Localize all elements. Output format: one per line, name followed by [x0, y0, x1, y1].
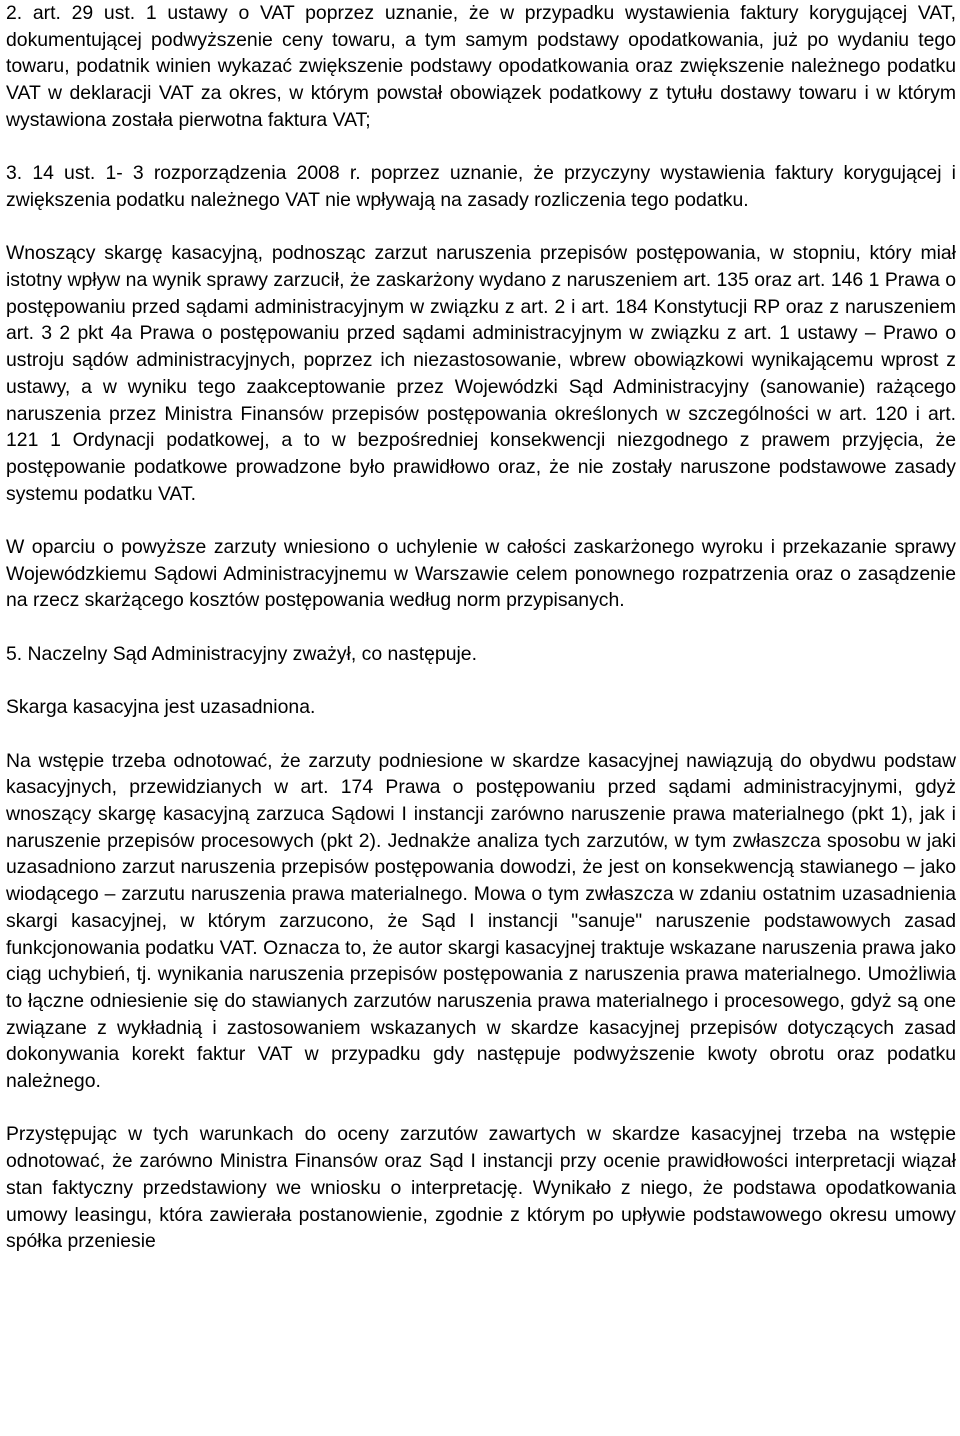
paragraph-analysis: Na wstępie trzeba odnotować, że zarzuty podniesione w skardze kasacyjnej nawiązują do obydwu podstaw kasacyjnych, przewidzianych w art. 174 Prawa o postępowaniu przed sądami administracyjnymi, gdyż wnoszący skargę kasacyjną zarzuca Sądowi I instancji zarówno naruszenie prawa materialnego (pkt 1), jak i naruszenie przepisów procesowych (pkt 2). Jednakże analiza tych zarzutów, w tym zwłaszcza sposobu w jaki uzasadniono zarzut naruszenia przepisów postępowania dowodzi, że jest on konsekwencją stawianego – jako wiodącego – zarzutu naruszenia prawa materialnego. Mowa o tym zwłaszcza w zdaniu ostatnim uzasadnienia skargi kasacyjnej, w którym zarzucono, że Sąd I instancji "sanuje" naruszenie podstawowych zasad funkcjonowania podatku VAT. Oznacza to, że autor skargi kasacyjnej traktuje wskazane naruszenia prawa jako ciąg uchybień, tj. wynikania naruszenia przepisów postępowania z naruszenia prawa materialnego. Umożliwia to łączne odniesienie się do stawianych zarzutów naruszenia prawa materialnego i procesowego, gdyż są one związane z wykładnią i zastosowaniem wskazanych w skardze kasacyjnej przepisów dotyczących zasad dokonywania korekt faktur VAT w przypadku gdy następuje podwyższenie kwoty obrotu oraz podatku należnego.: [6, 749, 956, 1093]
paragraph-verdict: Skarga kasacyjna jest uzasadniona.: [6, 696, 316, 719]
paragraph-procedural-claim: Wnoszący skargę kasacyjną, podnosząc zarzut naruszenia przepisów postępowania, w stopniu, który miał istotny wpływ na wynik sprawy zarzucił, że zaskarżony wydano z naruszeniem art. 135 oraz art. 146 1 Prawa o postępowaniu przed sądami administracyjnym w związku z art. 2 i art. 184 Konstytucji RP oraz z naruszeniem art. 3 2 pkt 4a Prawa o postępowaniu przed sądami administracyjnym w związku z art. 1 ustawy – Prawo o ustroju sądów administracyjnych, poprzez ich niezastosowanie, wbrew obowiązkowi wynikającemu wprost z ustawy, a w wyniku tego zaakceptowanie przez Wojewódzki Sąd Administracyjny (sanowanie) rażącego naruszenia przez Ministra Finansów przepisów postępowania określonych w szczególności w art. 120 i art. 121 1 Ordynacji podatkowej, a to w bezpośredniej konsekwencji niezgodnego z prawem przyjęcia, że postępowanie podatkowe prowadzone było prawidłowo oraz, że nie zostały naruszone podstawowe zasady systemu podatku VAT.: [6, 242, 956, 505]
paragraph-assessment: Przystępując w tych warunkach do oceny zarzutów zawartych w skardze kasacyjnej trzeba na wstępie odnotować, że zarówno Ministra Finansów oraz Sąd I instancji przy ocenie prawidłowości interpretacji wiązał stan faktyczny przedstawiony we wniosku o interpretację. Wynikało z niego, że podstawa opodatkowania umowy leasingu, która zawierała postanowienie, zgodnie z którym po upływie podstawowego okresu umowy spółka przeniesie: [6, 1123, 956, 1253]
paragraph-art-29: 2. art. 29 ust. 1 ustawy o VAT poprzez uznanie, że w przypadku wystawienia faktury korygującej VAT, dokumentującej podwyższenie ceny towaru, a tym samym podstawy opodatkowania, już po wydaniu tego towaru, podatnik winien wykazać zwiększenie podstawy opodatkowania oraz zwiększenie należnego podatku VAT w deklaracji VAT za okres, w którym powstał obowiązek podatkowy z tytułu dostawy towaru i w którym wystawiona została pierwotna faktura VAT;: [6, 2, 956, 131]
paragraph-point-3: 3. 14 ust. 1- 3 rozporządzenia 2008 r. poprzez uznanie, że przyczyny wystawienia faktury korygującej i zwiększenia podatku należnego VAT nie wpływają na zasady rozliczenia tego podatku.: [6, 162, 956, 211]
paragraph-motion: W oparciu o powyższe zarzuty wniesiono o uchylenie w całości zaskarżonego wyroku i przekazanie sprawy Wojewódzkiemu Sądowi Administracyjnemu w Warszawie celem ponownego rozpatrzenia oraz o zasądzenie na rzecz skarżącego kosztów postępowania według norm przypisanych.: [6, 536, 956, 612]
section-heading-5: 5. Naczelny Sąd Administracyjny zważył, co następuje.: [6, 642, 477, 665]
document-page: [6, 0, 956, 1255]
